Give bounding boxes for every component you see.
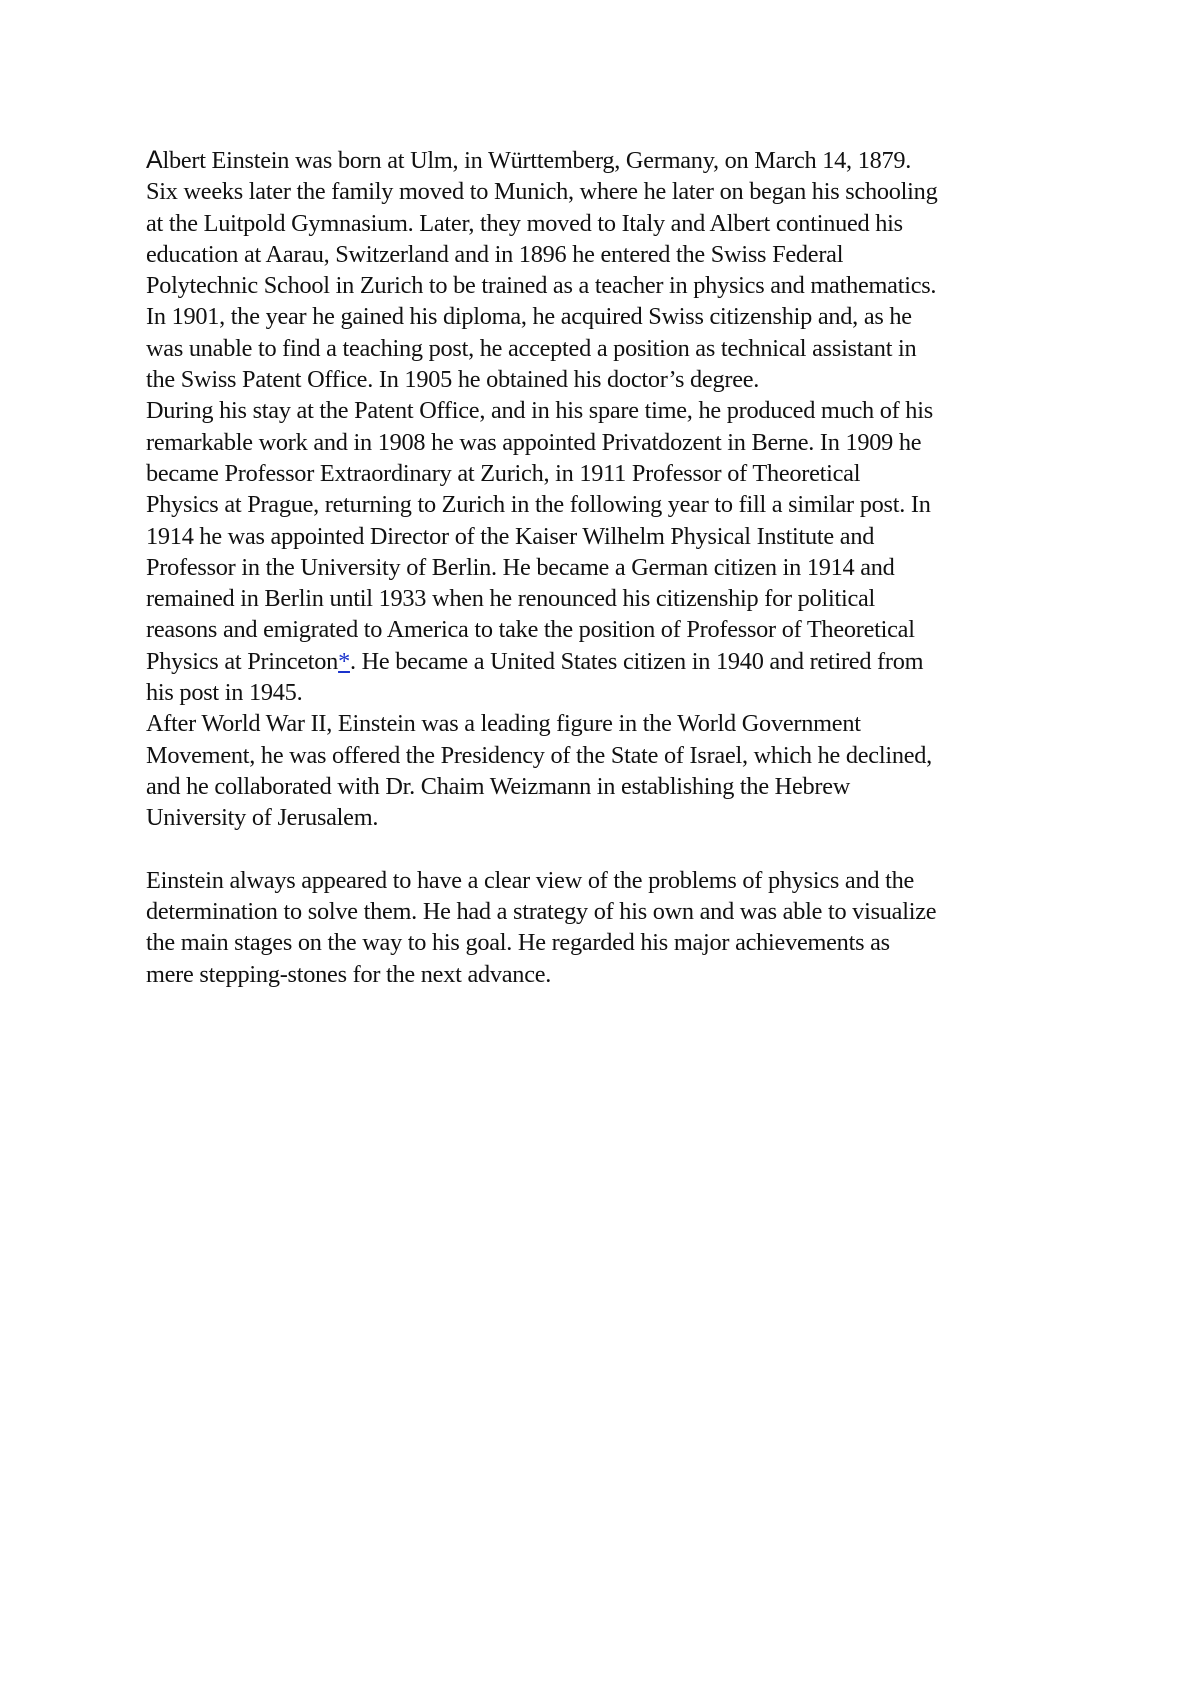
text-line: was unable to find a teaching post, he accepted a position as technical assistant in	[146, 334, 917, 362]
text-line: Polytechnic School in Zurich to be trained as a teacher in physics and mathematics.	[146, 272, 937, 300]
text-line: 1914 he was appointed Director of the Kaiser Wilhelm Physical Institute and	[146, 522, 875, 550]
document-body	[146, 145, 1076, 990]
text-line: his post in 1945.	[146, 679, 303, 707]
text-line: Movement, he was offered the Presidency of the State of Israel, which he declined,	[146, 741, 932, 769]
text-line: Einstein always appeared to have a clear view of the problems of physics and the	[146, 866, 915, 894]
text-line: remarkable work and in 1908 he was appointed Privatdozent in Berne. In 1909 he	[146, 428, 922, 456]
paragraph-approach	[146, 865, 1076, 990]
text-line: remained in Berlin until 1933 when he renounced his citizenship for political	[146, 585, 876, 613]
initial-letter: A	[146, 146, 163, 174]
paragraph-early-life	[146, 145, 1076, 395]
text-line: Six weeks later the family moved to Munich, where he later on began his schooling	[146, 178, 938, 206]
text-line: and he collaborated with Dr. Chaim Weizmann in establishing the Hebrew	[146, 772, 851, 800]
line-text: lbert Einstein was born at Ulm, in Württemberg, Germany, on March 14, 1879.	[162, 147, 912, 174]
text-line: at the Luitpold Gymnasium. Later, they moved to Italy and Albert continued his	[146, 209, 903, 237]
line-text: Physics at Princeton	[146, 647, 339, 675]
text-line: the main stages on the way to his goal. He regarded his major achievements as	[146, 929, 890, 957]
text-line	[146, 646, 1076, 677]
text-line: Physics at Prague, returning to Zurich in the following year to fill a similar post. In	[146, 491, 931, 519]
text-line	[146, 145, 1076, 176]
text-line: determination to solve them. He had a strategy of his own and was able to visualize	[146, 898, 937, 926]
text-line: During his stay at the Patent Office, and in his spare time, he produced much of his	[146, 397, 933, 425]
text-line: University of Jerusalem.	[146, 804, 379, 832]
text-line: In 1901, the year he gained his diploma, he acquired Swiss citizenship and, as he	[146, 303, 912, 331]
paragraph-career	[146, 395, 1076, 708]
text-line: Professor in the University of Berlin. He became a German citizen in 1914 and	[146, 553, 895, 581]
text-line: reasons and emigrated to America to take the position of Professor of Theoretical	[146, 616, 915, 644]
text-line: After World War II, Einstein was a leading figure in the World Government	[146, 710, 861, 738]
text-line: became Professor Extraordinary at Zurich, in 1911 Professor of Theoretical	[146, 459, 861, 487]
footnote-link[interactable]: *	[338, 647, 350, 675]
line-text: . He became a United States citizen in 1940 and retired from	[349, 647, 924, 675]
text-line: education at Aarau, Switzerland and in 1896 he entered the Swiss Federal	[146, 240, 844, 268]
paragraph-later-life	[146, 708, 1076, 833]
text-line: the Swiss Patent Office. In 1905 he obtained his doctor’s degree.	[146, 366, 760, 394]
text-line: mere stepping-stones for the next advance.	[146, 960, 552, 988]
